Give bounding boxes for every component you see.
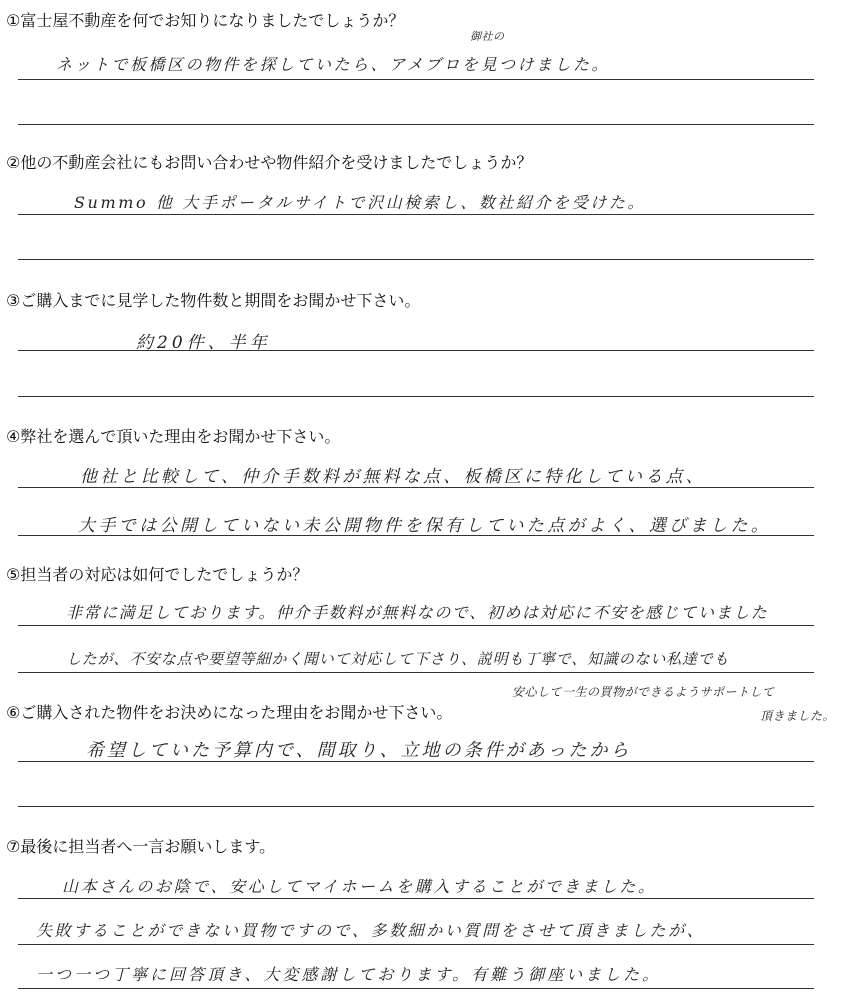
answer-5-line-3: 安心して一生の買物ができるようサポートして	[512, 685, 775, 699]
answer-7-line-2: 失敗することができない買物ですので、多数細かい質問をさせて頂きましたが、	[36, 921, 706, 940]
question-3-label: ③ご購入までに見学した物件数と期間をお聞かせ下さい。	[6, 291, 421, 310]
answer-5-line-1: 非常に満足しております。仲介手数料が無料なので、初めは対応に不安を感じていました	[66, 603, 769, 622]
answer-4-line-2: 大手では公開していない未公開物件を保有していた点がよく、選びました。	[78, 516, 772, 536]
answer-rule	[18, 625, 814, 626]
answer-4-line-1: 他社と比較して、仲介手数料が無料な点、板橋区に特化している点、	[80, 467, 706, 487]
answer-1-line-1: ネットで板橋区の物件を探していたら、アメブロを見つけました。	[56, 55, 611, 74]
question-1-label: ①富士屋不動産を何でお知りになりましたでしょうか？	[6, 11, 405, 30]
question-7-label: ⑦最後に担当者へ一言お願いします。	[6, 837, 276, 856]
answer-6-line-1: 希望していた予算内で、間取り、立地の条件があったから	[86, 740, 632, 761]
answer-rule	[18, 672, 814, 673]
question-5-label: ⑤担当者の対応は如何でしたでしょうか？	[6, 565, 309, 584]
question-4-label: ④弊社を選んで頂いた理由をお聞かせ下さい。	[6, 427, 341, 446]
answer-7-line-1: 山本さんのお陰で、安心してマイホームを購入することができました。	[62, 877, 657, 896]
answer-2-line-1: Summo 他 大手ポータルサイトで沢山検索し、数社紹介を受けた。	[74, 193, 647, 212]
answer-rule	[18, 259, 814, 260]
answer-3-line-1: 約20件、半年	[136, 333, 271, 353]
answer-rule	[18, 806, 814, 807]
answer-rule	[18, 396, 814, 397]
answer-7-line-3: 一つ一つ丁寧に回答頂き、大変感謝しております。有難う御座いました。	[36, 965, 662, 984]
answer-5-line-4: 頂きました。	[760, 709, 836, 723]
answer-rule	[18, 944, 814, 945]
answer-5-line-2: したが、不安な点や要望等細かく聞いて対応して下さり、説明も丁寧で、知識のない私達でも	[66, 650, 730, 668]
answer-rule	[18, 350, 814, 351]
question-2-label: ②他の不動産会社にもお問い合わせや物件紹介を受けましたでしょうか？	[6, 153, 533, 172]
answer-rule	[18, 124, 814, 125]
answer-rule	[18, 898, 814, 899]
answer-rule	[18, 79, 814, 80]
answer-rule	[18, 535, 814, 536]
question-1-note: 御社の	[470, 30, 505, 43]
answer-rule	[18, 214, 814, 215]
answer-rule	[18, 988, 814, 989]
answer-rule	[18, 487, 814, 488]
answer-rule	[18, 761, 814, 762]
question-6-label: ⑥ご購入された物件をお決めになった理由をお聞かせ下さい。	[6, 703, 453, 722]
